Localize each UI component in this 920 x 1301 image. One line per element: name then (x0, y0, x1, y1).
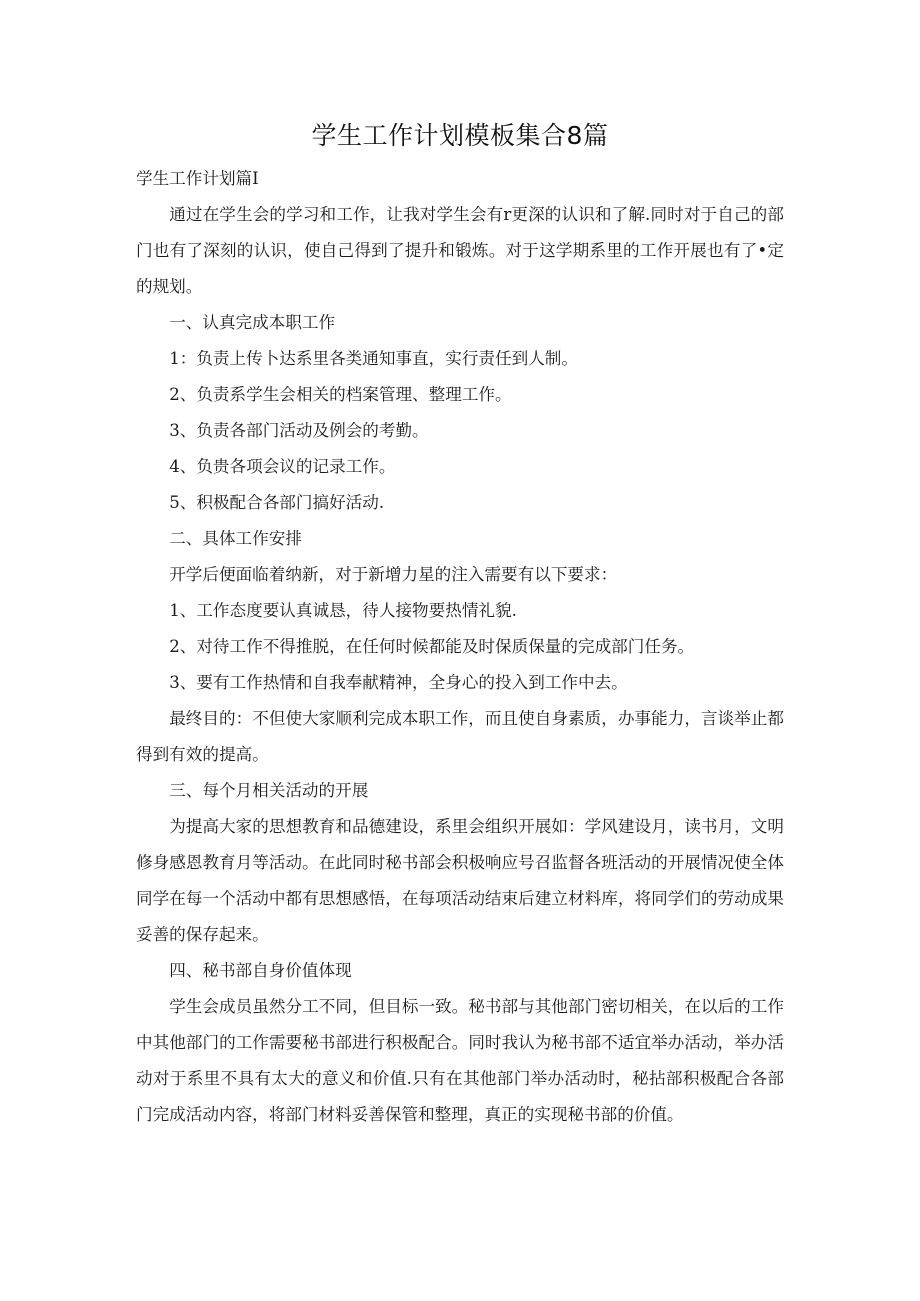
paragraph: 最终目的：不但使大家顺利完成本职工作，而且使自身素质，办事能力，言谈举止都得到有效的提高。 (136, 709, 784, 764)
list-item: 1：负责上传卜达系里各类通知事直，实行责任到人制。 (169, 349, 578, 368)
list-item: 5、积极配合各部门搞好活动. (169, 493, 385, 512)
list-item: 1、工作态度要认真诚恳，待人接物要热情礼貌. (169, 601, 517, 620)
paragraph: 开学后便面临着纳新，对于新增力星的注入需要有以下要求： (169, 565, 618, 584)
section-subtitle: 学生工作计划篇I (136, 169, 259, 188)
paragraph-intro: 通过在学生会的学习和工作，让我对学生会有r更深的认识和了解.同时对于自己的部门也有了深刻的认识，使自己得到了提升和锻炼。对于这学期系里的工作开展也有了•定的规划。 (136, 205, 784, 296)
list-item: 3、负责各部门活动及例会的考勤。 (169, 421, 429, 440)
heading-section-4: 四、秘书部自身价值体现 (169, 961, 352, 980)
list-item: 3、要有工作热情和自我奉献精神，全身心的投入到工作中去。 (169, 673, 628, 692)
list-item: 2、对待工作不得推脱，在任何时候都能及时保质保量的完成部门任务。 (169, 637, 695, 656)
list-item: 2、负责系学生会相关的档案管理、整理工作。 (169, 385, 512, 404)
document-title: 学生工作计划模板集合8篇 (311, 121, 609, 150)
heading-section-2: 二、具体工作安排 (169, 529, 302, 548)
list-item: 4、负贵各项会议的记录工作。 (169, 457, 396, 476)
heading-section-1: 一、认真完成本职工作 (169, 313, 336, 332)
document-body (136, 161, 784, 1133)
heading-section-3: 三、每个月相关活动的开展 (169, 781, 369, 800)
paragraph: 学生会成员虽然分工不同，但目标一致。秘书部与其他部门密切相关，在以后的工作中其他部门的工作需要秘书部进行积极配合。同时我认为秘书部不适宜举办活动，举办活动对于系里不具有太大的意义和价值.只有在其他部门举办活动时，秘拈部积极配合各部门完成活动内容，将部门材料妥善保管和整理，真正的实现秘书部的价值。 (136, 997, 784, 1124)
paragraph: 为提高大家的思想教育和品德建设，系里会组织开展如：学风建设月，读书月，文明修身感恩教育月等活动。在此同时秘书部会积极响应号召监督各班活动的开展情况使全体同学在每一个活动中都有思想感悟，在每项活动结束后建立材料库，将同学们的劳动成果妥善的保存起来。 (136, 817, 784, 944)
